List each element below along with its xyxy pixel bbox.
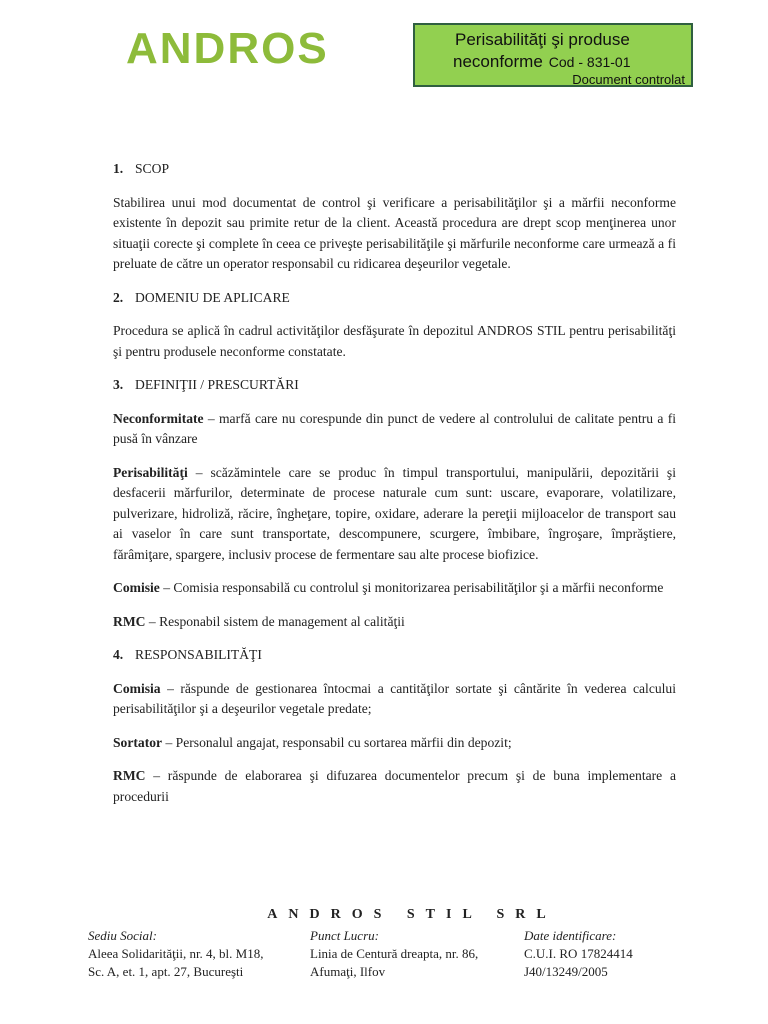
footer-line: C.U.I. RO 17824414 [524, 946, 633, 961]
section-paragraph: Procedura se aplică în cadrul activităţilor desfăşurate în depozitul ANDROS STIL pentru perisabilităţi şi pentru produsele neconforme constatate. [113, 323, 676, 359]
document-body [113, 159, 676, 820]
definition-term: RMC [113, 613, 146, 629]
section-number: 3. [113, 377, 124, 392]
definition-text: – Comisia responsabilă cu controlul şi monitorizarea perisabilităţilor şi a mărfii neconforme [159, 580, 664, 595]
definition-item [113, 463, 676, 566]
section-number: 2. [113, 289, 124, 305]
section-number: 4. [113, 647, 124, 662]
footer-work-point [310, 927, 478, 981]
definition-term: Neconformitate [113, 410, 204, 426]
section-heading-definitii [113, 375, 676, 396]
definition-text: – scăzămintele care se produc în timpul transportului, manipulării, depozitării şi desfacerii mărfurilor, determinate de procese naturale cum sunt: uscare, evaporare, volatilizare, pulverizare, hidroliză, răcire, îngheţare, topire, oxidare, aderare la pereţii mijloacelor de transport sau ai vaselor în care sunt transportate, descompunere, scurgere, îmbibare, îngroşare, împrăştiere, fărâmiţare, spargere, inclusiv procese de fermentare sau alte procese biofizice. [113, 464, 676, 562]
definition-term: Comisie [113, 580, 160, 595]
footer-columns [88, 927, 688, 987]
section-heading-scop [113, 159, 676, 180]
footer-line: J40/13249/2005 [524, 964, 608, 979]
responsibility-item [113, 766, 676, 807]
definition-item [113, 578, 676, 599]
definition-item [113, 612, 676, 633]
company-logo: ANDROS [126, 24, 329, 73]
footer-company-name: ANDROS STIL SRL [267, 907, 557, 922]
section-paragraph: Stabilirea unui mod documentat de control şi verificare a perisabilităţilor şi a mărfii neconforme existente în depozit sau primite retur de la client. Această procedura are drept scop menţinerea unor situaţii corecte şi complete în ceea ce priveşte perisabilităţile şi mărfurile neconforme care urmează a fi preluate de către un operator responsabil cu ridicarea deşeurilor vegetale. [113, 194, 676, 271]
section-number: 1. [113, 161, 124, 176]
footer-line: Linia de Centură dreapta, nr. 86, [310, 946, 479, 961]
document-header-box [413, 23, 693, 87]
responsibility-item [113, 733, 676, 754]
responsibility-text: – răspunde de gestionarea întocmai a cantităţilor sortate şi cântărite în vederea calcului perisabilităţilor şi a deşeurilor vegetale predate; [113, 680, 676, 716]
definition-item [113, 409, 676, 450]
responsibility-item [113, 679, 676, 720]
document-title-line2 [453, 52, 631, 72]
document-title-word: neconforme [453, 52, 543, 71]
footer-registered-office [88, 927, 263, 981]
section-title: DOMENIU DE APLICARE [135, 289, 290, 305]
responsibility-text: – răspunde de elaborarea şi difuzarea documentelor precum şi de buna implementare a procedurii [113, 768, 676, 804]
definition-term: Perisabilităţi [113, 464, 188, 480]
definition-text: – marfă care nu corespunde din punct de vedere al controlului de calitate pentru a fi pusă în vânzare [113, 410, 676, 446]
footer-label: Sediu Social: [88, 928, 157, 943]
footer-line: Aleea Solidarităţii, nr. 4, bl. M18, [88, 946, 264, 961]
responsibility-text: – Personalul angajat, responsabil cu sortarea mărfii din depozit; [162, 734, 512, 750]
footer-label: Punct Lucru: [310, 928, 379, 943]
footer-identification [524, 927, 633, 981]
section-heading-domeniu [113, 288, 676, 309]
footer-line: Afumaţi, Ilfov [310, 964, 386, 979]
document-title-line1: Perisabilităţi şi produse [455, 30, 630, 49]
footer-line: Sc. A, et. 1, apt. 27, Bucureşti [88, 964, 244, 979]
responsibility-term: Sortator [113, 734, 163, 750]
section-heading-responsabilitati [113, 645, 676, 666]
document-status: Document controlat [572, 72, 685, 87]
document-code: Cod - 831-01 [548, 54, 631, 70]
section-title: RESPONSABILITĂŢI [135, 647, 262, 662]
responsibility-term: RMC [113, 768, 146, 783]
section-title: DEFINIŢII / PRESCURTĂRI [135, 377, 299, 392]
footer-label: Date identificare: [524, 928, 617, 943]
definition-text: – Responabil sistem de management al calităţii [145, 613, 405, 629]
page-footer [88, 906, 688, 987]
responsibility-term: Comisia [113, 680, 161, 696]
section-title: SCOP [135, 161, 170, 176]
